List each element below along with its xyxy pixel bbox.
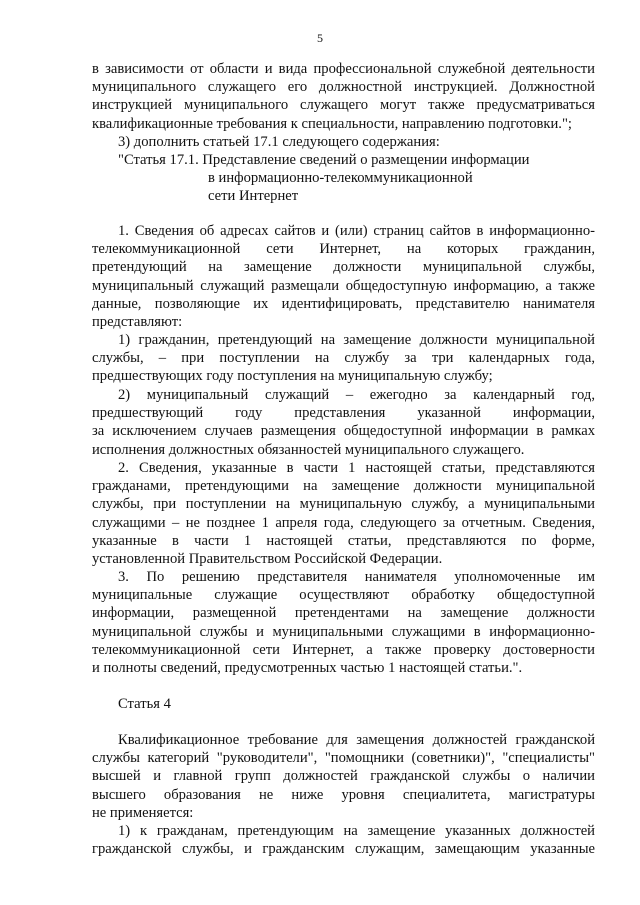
text-line: службы категорий "руководители", "помощники (советники)", "специалисты" bbox=[92, 750, 595, 767]
text-line: телекоммуникационной сети Интернет, а также проверку достоверности bbox=[92, 641, 595, 658]
text-line: 1. Сведения об адресах сайтов и (или) страниц сайтов в информационно- bbox=[118, 223, 595, 239]
text-line: предшествующий году представления указанной информации, bbox=[92, 405, 595, 422]
item-3 bbox=[92, 133, 595, 151]
page-number: 5 bbox=[317, 31, 323, 45]
text-line: 2. Сведения, указанные в части 1 настоящей статьи, представляются bbox=[118, 460, 595, 476]
text-line: 1) к гражданам, претендующим на замещение указанных должностей bbox=[118, 823, 595, 839]
text-line: высшей и главной групп должностей гражданской службы о наличии bbox=[92, 768, 595, 785]
text-line: 2) муниципальный служащий – ежегодно за календарный год, bbox=[118, 387, 595, 403]
text-line: информации, размещенной претендентами на замещение должности bbox=[92, 605, 595, 622]
text-line: гражданами, претендующими на замещение должности муниципальной bbox=[92, 478, 595, 495]
text-line: службы, при поступлении на муниципальную службу, а муниципальными bbox=[92, 496, 595, 513]
text-line: Квалификационное требование для замещения должностей гражданской bbox=[118, 732, 595, 748]
text-line: 1) гражданин, претендующий на замещение должности муниципальной bbox=[118, 332, 595, 348]
text-line: за исключением случаев размещения общедоступной информации в рамках bbox=[92, 423, 595, 440]
text-line: гражданской службы, и гражданским служащим, замещающим указанные bbox=[92, 841, 595, 858]
text-line: предшествующих году поступления на муниципальную службу; bbox=[92, 368, 493, 385]
sub-item-2 bbox=[92, 386, 595, 459]
text-line: в информационно-телекоммуникационной bbox=[208, 170, 473, 187]
intro-paragraph bbox=[92, 60, 595, 133]
text-line: муниципальной службы и муниципальными служащими в информационно- bbox=[92, 623, 595, 640]
text-line: и полноты сведений, предусмотренных частью 1 настоящей статьи.". bbox=[92, 660, 523, 677]
text-line: установленной Правительством Российской Федерации. bbox=[92, 551, 443, 568]
text-line: не применяется: bbox=[92, 804, 194, 821]
text-line: Статья 4 bbox=[118, 696, 171, 712]
text-line: претендующий на замещение должности муниципальной службы, bbox=[92, 259, 595, 276]
text-line: службы, – при поступлении на службу за три календарных года, bbox=[92, 350, 595, 367]
text-line: 3) дополнить статьей 17.1 следующего содержания: bbox=[118, 134, 440, 150]
text-line: в зависимости от области и вида профессиональной служебной деятельности bbox=[92, 61, 595, 77]
article-17-1-title bbox=[92, 151, 595, 206]
part-2 bbox=[92, 459, 595, 568]
text-line: телекоммуникационной сети Интернет, на которых гражданин, bbox=[92, 241, 595, 258]
text-line: "Статья 17.1. Представление сведений о размещении информации bbox=[118, 152, 530, 168]
text-line: исполнения должностных обязанностей муниципального служащего. bbox=[92, 441, 525, 458]
part-1 bbox=[92, 222, 595, 331]
text-line: высшего образования не ниже уровня специалитета, магистратуры bbox=[92, 786, 595, 803]
article-4-heading bbox=[92, 695, 595, 713]
article-4-item-1 bbox=[92, 822, 595, 858]
text-line: указанные в части 1 настоящей статьи, представляются по форме, bbox=[92, 532, 595, 549]
text-line: данные, позволяющие их идентифицировать, представителю нанимателя bbox=[92, 295, 595, 312]
text-line: инструкцией муниципального служащего могут также предусматриваться bbox=[92, 97, 595, 114]
text-line: 3. По решению представителя нанимателя уполномоченные им bbox=[118, 569, 595, 585]
part-3 bbox=[92, 568, 595, 677]
text-line: муниципальный служащий размещали общедоступную информацию, а также bbox=[92, 277, 595, 294]
text-line: сети Интернет bbox=[208, 188, 299, 205]
text-line: представляют: bbox=[92, 314, 183, 331]
article-4-paragraph bbox=[92, 731, 595, 822]
sub-item-1 bbox=[92, 331, 595, 386]
text-line: муниципального служащего его должностной инструкцией. Должностной bbox=[92, 79, 595, 96]
text-line: квалификационные требования к специальности, направлению подготовки."; bbox=[92, 115, 572, 132]
text-line: служащими – не позднее 1 апреля года, следующего за отчетным. Сведения, bbox=[92, 514, 595, 531]
text-line: муниципальные служащие осуществляют обработку общедоступной bbox=[92, 587, 595, 604]
